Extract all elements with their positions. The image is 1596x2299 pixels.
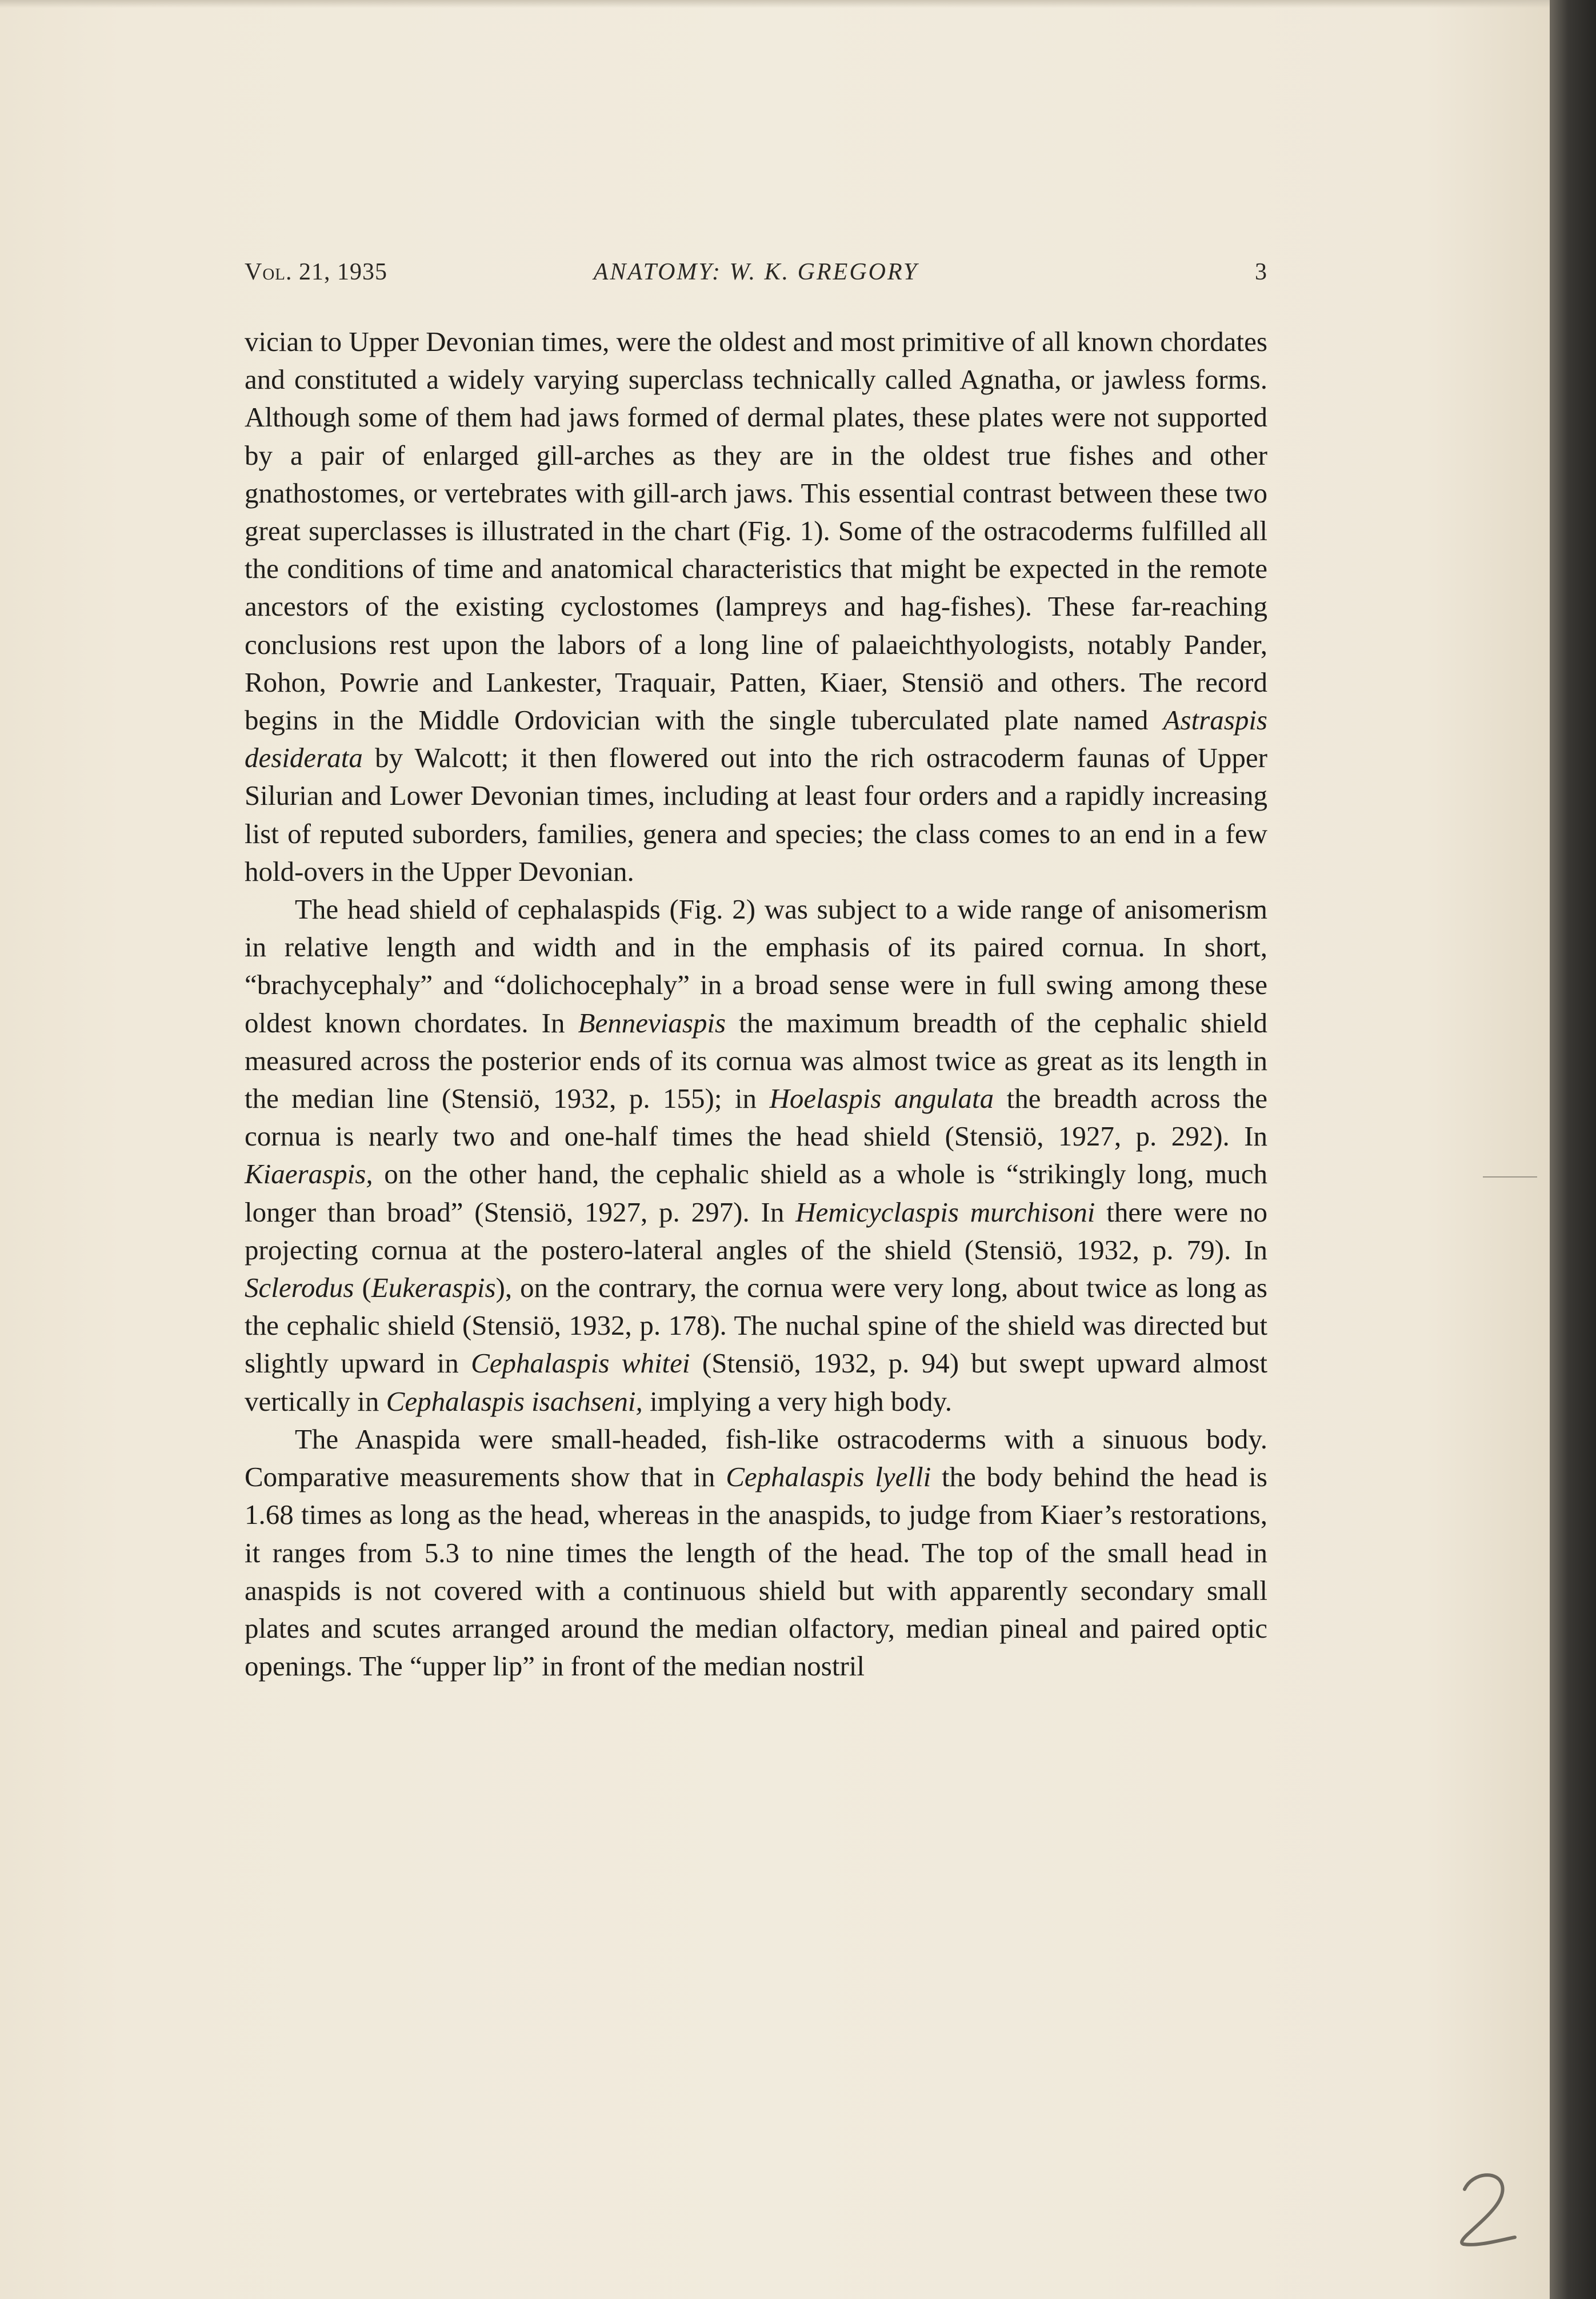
italic-taxon-name: Hoelaspis angulata: [769, 1083, 994, 1115]
page-edge-shadow: [1550, 0, 1596, 2299]
italic-taxon-name: Eukeraspis: [371, 1272, 496, 1304]
italic-taxon-name: Cephalaspis whitei: [471, 1347, 690, 1379]
paragraph: [245, 1420, 1267, 1685]
text-run: the breadth across the cornua is nearly two and one-half times the head shield (Stensiö, 1927, p. 292). In: [245, 1083, 1267, 1152]
italic-taxon-name: Benneviaspis: [578, 1007, 726, 1039]
text-run: by Walcott; it then flowered out into the rich ostracoderm faunas of Upper Silurian and Lower Devonian times, including at least four orders and a rapidly increasing list of reputed suborders, families, genera and species; the class comes to an end in a few hold-overs in the Upper Devonian.: [245, 742, 1267, 887]
italic-taxon-name: Kiaeraspis,: [245, 1158, 373, 1190]
italic-taxon-name: Cephalaspis isachseni,: [386, 1385, 643, 1417]
paragraph: [245, 891, 1267, 1420]
text-run: there were no projecting cornua at the postero-lateral angles of the shield (Stensiö, 1932, p. 79). In: [245, 1196, 1267, 1266]
italic-taxon-name: Sclerodus: [245, 1272, 354, 1304]
page-number: 3: [1255, 259, 1267, 285]
italic-taxon-name: Cephalaspis lyelli: [726, 1461, 931, 1493]
text-run: (: [354, 1272, 371, 1304]
text-run: the body behind the head is 1.68 times as long as the head, whereas in the anaspids, to judge from Kiaer’s restorations, it ranges from 5.3 to nine times the length of the head. The top of the small head in anaspids is not covered with a continuous shield but with apparently secondary small plates and scutes arranged around the median olfactory, median pineal and paired optic openings. The “upper lip” in front of the median nostril: [245, 1461, 1267, 1682]
text-run: implying a very high body.: [642, 1385, 953, 1417]
handwritten-page-number: [1443, 2160, 1529, 2257]
text-run: ), on the contrary, the cornua were very long, about twice as long as the cephalic shield (Stensiö, 1932, p. 178). The nuchal spine of the shield was directed but slightly upward in: [245, 1272, 1267, 1379]
margin-pencil-mark: [1483, 1176, 1537, 1178]
text-run: The head shield of cephalaspids (Fig. 2) was subject to a wide range of anisomerism in relative length and width and in the emphasis of its paired cornua. In short, “brachycephaly” and “dolichocephaly” in a broad sense were in full swing among these oldest known chordates. In: [245, 893, 1267, 1039]
running-header: [245, 258, 1267, 293]
text-run: The Anaspida were small-headed, fish-like ostracoderms with a sinuous body. Comparative measurements show that in: [245, 1423, 1267, 1493]
body-text: [245, 323, 1267, 1685]
text-run: (Stensiö, 1932, p. 94) but swept upward almost vertically in: [245, 1347, 1267, 1417]
volume-label: Vol. 21, 1935: [245, 259, 387, 285]
paragraph: [245, 323, 1267, 891]
page-top-shadow: [0, 0, 1550, 8]
italic-taxon-name: Hemicyclaspis murchisoni: [795, 1196, 1095, 1228]
text-run: on the other hand, the cephalic shield as a whole is “strikingly long, much longer than broad” (Stensiö, 1927, p. 297). In: [245, 1158, 1267, 1228]
italic-taxon-name: Astraspis desiderata: [245, 704, 1267, 774]
text-run: vician to Upper Devonian times, were the oldest and most primitive of all known chordates and constituted a widely varying superclass technically called Agnatha, or jawless forms. Although some of them had jaws formed of dermal plates, these plates were not supported by a pair of enlarged gill-arches as they are in the oldest true fishes and other gnathostomes, or vertebrates with gill-arch jaws. This essential contrast between these two great superclasses is illustrated in the chart (Fig. 1). Some of the ostracoderms fulfilled all the conditions of time and anatomical characteristics that might be expected in the remote ancestors of the existing cyclostomes (lampreys and hag-fishes). These far-reaching conclusions rest upon the labors of a long line of palaeichthyologists, notably Pander, Rohon, Powrie and Lankester, Traquair, Patten, Kiaer, Stensiö and others. The record begins in the Middle Ordovician with the single tuberculated plate named: [245, 326, 1267, 736]
text-run: the maximum breadth of the cephalic shield measured across the posterior ends of its cornua was almost twice as great as its length in the median line (Stensiö, 1932, p. 155); in: [245, 1007, 1267, 1115]
running-title: ANATOMY: W. K. GREGORY: [593, 259, 919, 285]
